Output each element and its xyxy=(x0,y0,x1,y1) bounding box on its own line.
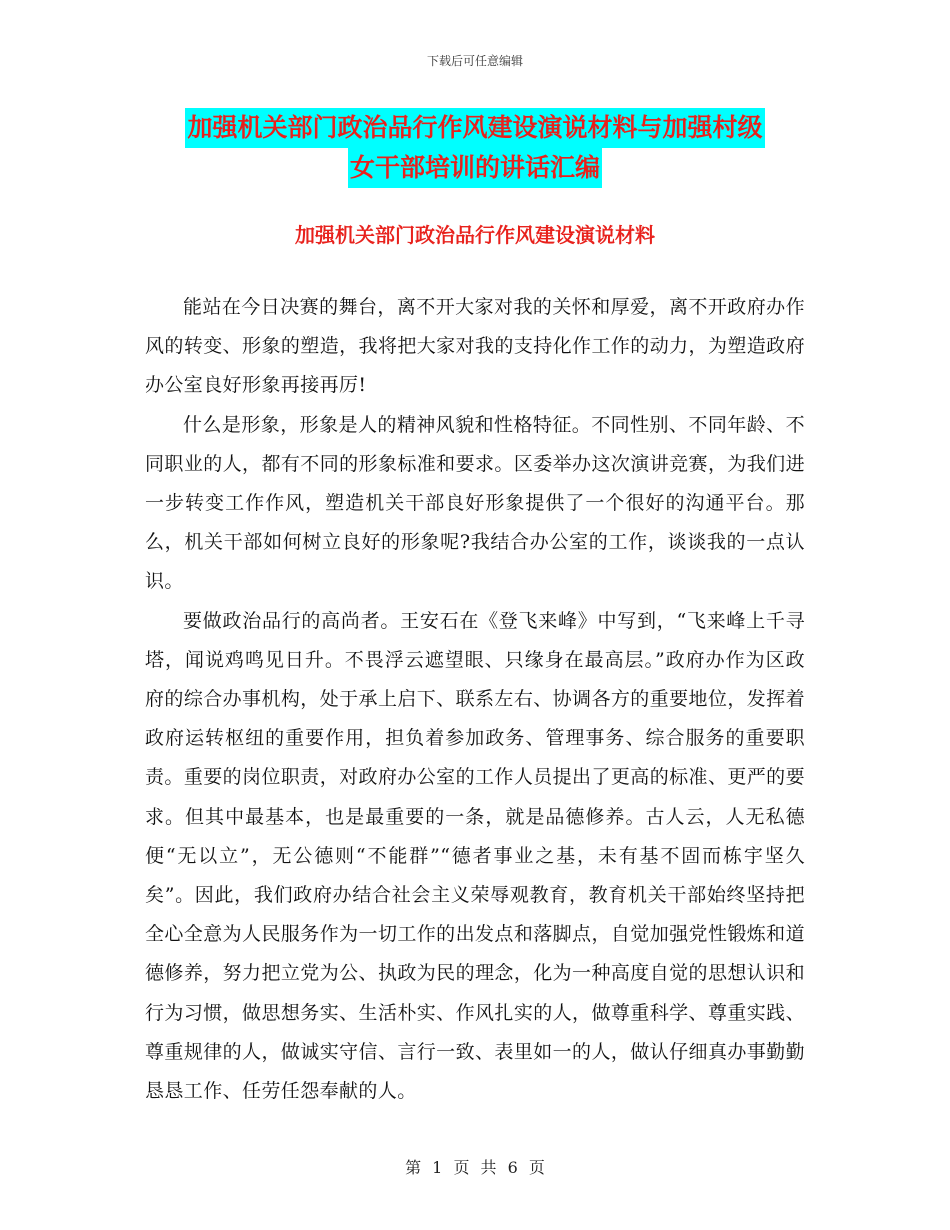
page-header-note: 下载后可任意编辑 xyxy=(426,54,523,68)
section-heading: 加强机关部门政治品行作风建设演说材料 xyxy=(295,223,655,247)
body-paragraph-1: 能站在今日决赛的舞台，离不开大家对我的关怀和厚爱，离不开政府办作风的转变、形象的塑造，我将把大家对我的支持化作工作的动力，为塑造政府办公室良好形象再接再厉! xyxy=(145,296,805,397)
document-title-line-2: 女干部培训的讲话汇编 xyxy=(348,148,602,188)
body-paragraph-3: 要做政治品行的高尚者。王安石在《登飞来峰》中写到，“飞来峰上千寻塔，闻说鸡鸣见日升。不畏浮云遮望眼、只缘身在最高层。”政府办作为区政府的综合办事机构，处于承上启下、联系左右、协调各方的重要地位，发挥着政府运转枢纽的重要作用，担负着参加政务、管理事务、综合服务的重要职责。重要的岗位职责，对政府办公室的工作人员提出了更高的标准、更严的要求。但其中最基本，也是最重要的一条，就是品德修养。古人云，人无私德便“无以立”，无公德则“不能群”“德者事业之基，未有基不固而栋宇坚久矣”。因此，我们政府办结合社会主义荣辱观教育，教育机关干部始终坚持把全心全意为人民服务作为一切工作的出发点和落脚点，自觉加强党性锻炼和道德修养，努力把立党为公、执政为民的理念，化为一种高度自觉的思想认识和行为习惯，做思想务实、生活朴实、作风扎实的人，做尊重科学、尊重实践、尊重规律的人，做诚实守信、言行一致、表里如一的人，做认仔细真办事勤勤恳恳工作、任劳任怨奉献的人。 xyxy=(145,609,805,1103)
body-paragraph-2: 什么是形象，形象是人的精神风貌和性格特征。不同性别、不同年龄、不同职业的人，都有不同的形象标准和要求。区委举办这次演讲竞赛，为我们进一步转变工作作风，塑造机关干部良好形象提供了一个很好的沟通平台。那么，机关干部如何树立良好的形象呢?我结合办公室的工作，谈谈我的一点认识。 xyxy=(145,413,805,593)
document-body xyxy=(145,288,805,1111)
document-title-line-1: 加强机关部门政治品行作风建设演说材料与加强村级 xyxy=(185,108,764,148)
document-title xyxy=(120,108,830,188)
page-number: 第 1 页 共 6 页 xyxy=(405,1158,545,1177)
